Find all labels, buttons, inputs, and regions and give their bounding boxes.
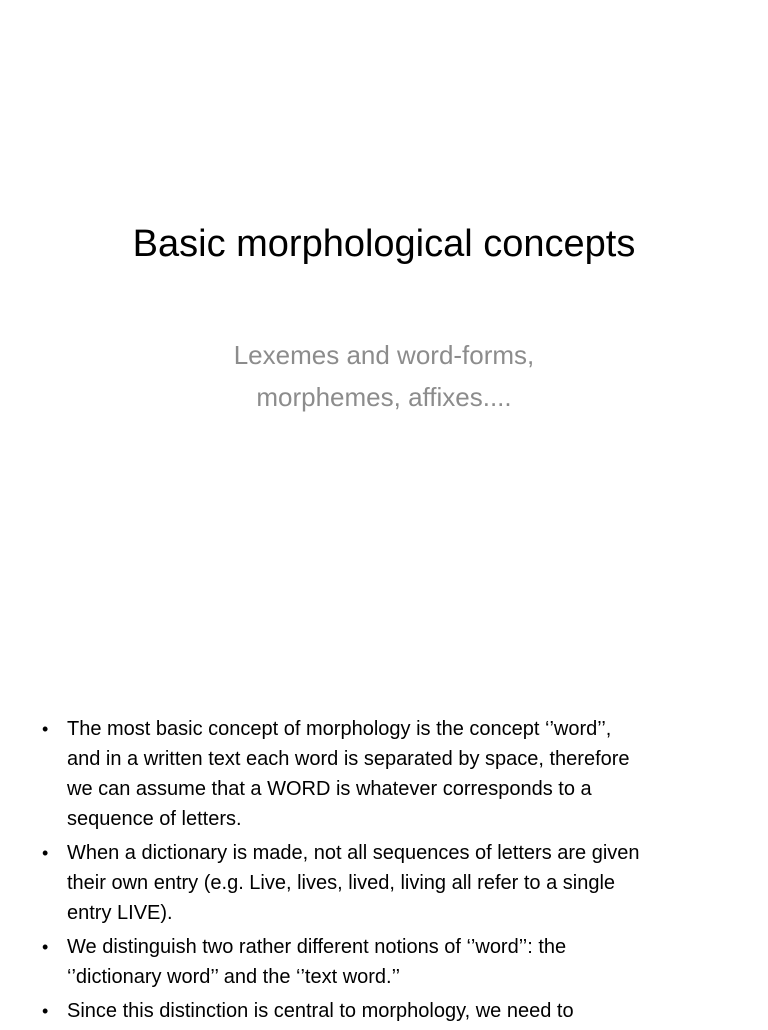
- bullet-line: We distinguish two rather different notions of ‘’word’’: the: [67, 936, 567, 958]
- bullet-item: [40, 996, 730, 1026]
- bullet-list: [40, 714, 730, 1030]
- bullet-line: we can assume that a WORD is whatever corresponds to a: [67, 778, 592, 800]
- bullet-icon: •: [42, 1001, 49, 1021]
- bullet-icon: •: [42, 843, 49, 863]
- bullet-line: sequence of letters.: [67, 808, 242, 830]
- bullet-item: [40, 838, 730, 928]
- bullet-line: entry LIVE).: [67, 902, 173, 924]
- content-slide: [0, 576, 768, 1024]
- bullet-line: their own entry (e.g. Live, lives, lived, living all refer to a single: [67, 872, 616, 894]
- bullet-line: The most basic concept of morphology is the concept ‘’word’’,: [67, 718, 612, 740]
- bullet-item: [40, 714, 730, 834]
- bullet-line: Since this distinction is central to morphology, we need to: [67, 1000, 574, 1022]
- bullet-icon: •: [42, 937, 49, 957]
- slide-title: Basic morphological concepts: [132, 223, 636, 265]
- subtitle-line: morphemes, affixes....: [256, 382, 512, 412]
- bullet-line: When a dictionary is made, not all sequences of letters are given: [67, 842, 640, 864]
- slide-subtitle: [0, 334, 768, 418]
- bullet-icon: •: [42, 719, 49, 739]
- bullet-line: ‘’dictionary word’’ and the ‘’text word.’’: [67, 966, 401, 988]
- bullet-line: and in a written text each word is separated by space, therefore: [67, 748, 630, 770]
- subtitle-line: Lexemes and word-forms,: [233, 340, 535, 370]
- bullet-item: [40, 932, 730, 992]
